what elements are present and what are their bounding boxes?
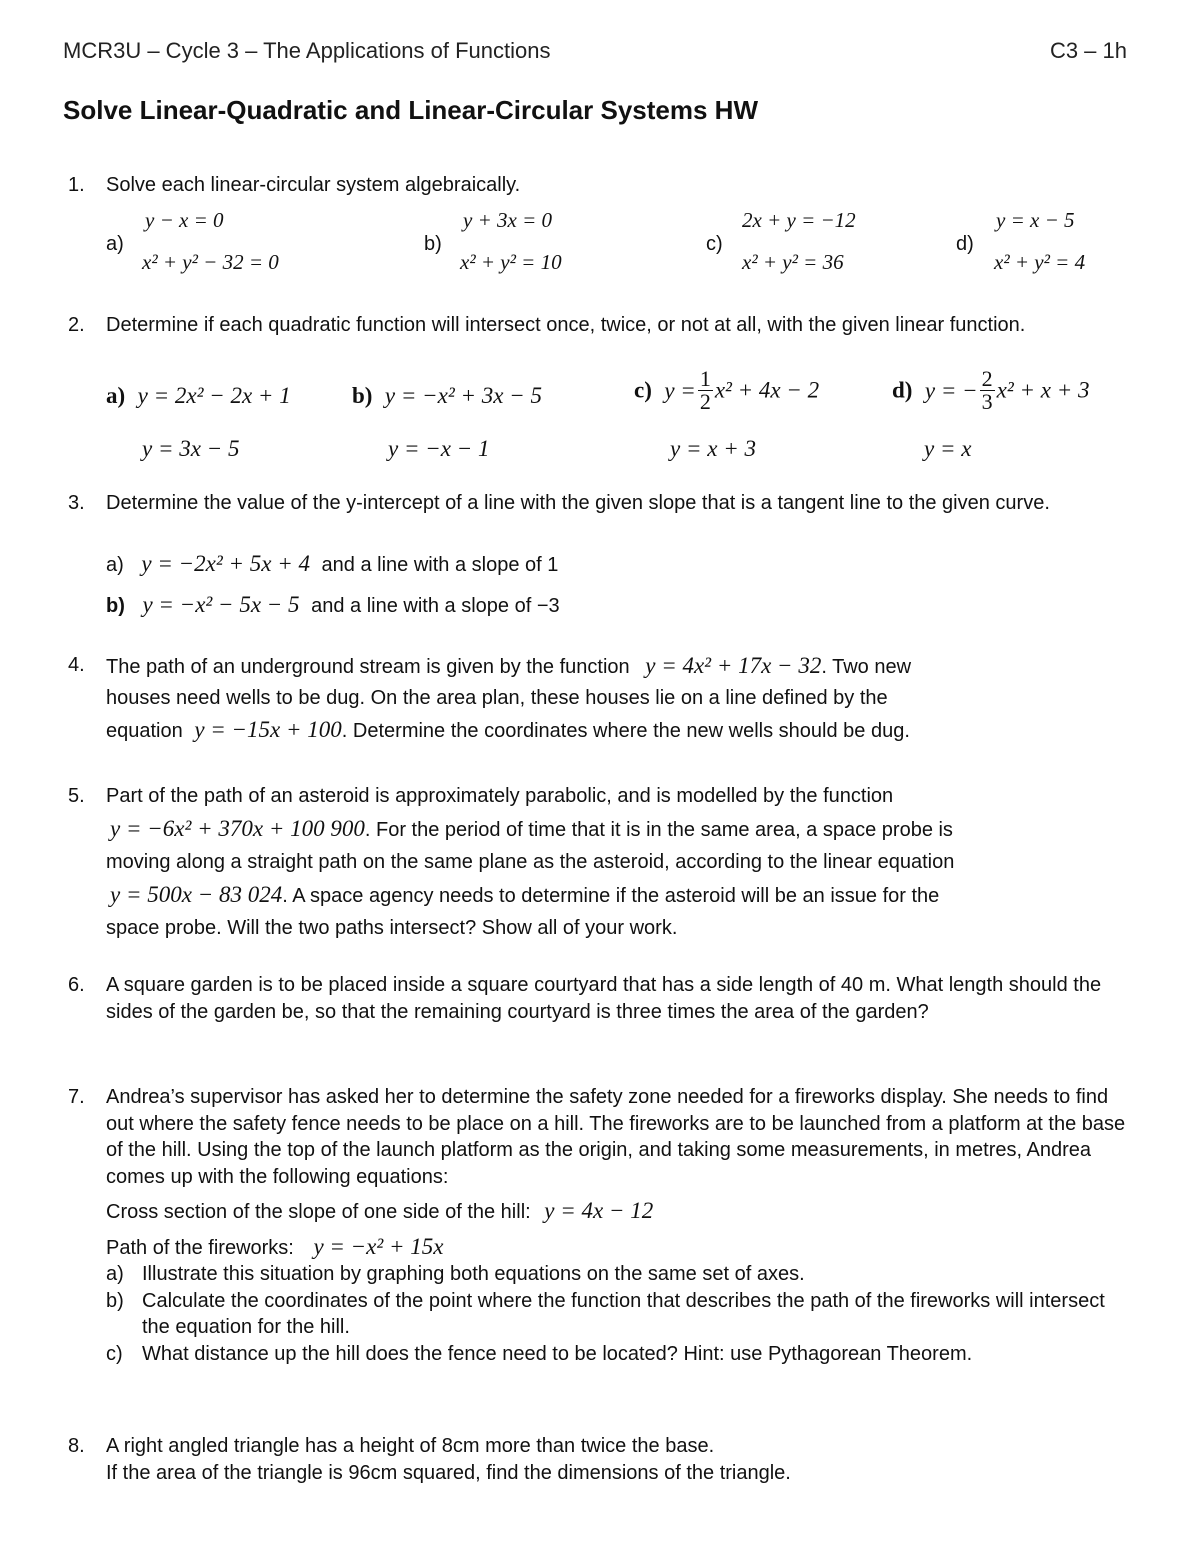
question-5 [68, 780, 1130, 945]
q5-eq-2: y = 500x − 83 024 [110, 881, 283, 907]
question-3 [68, 490, 1130, 517]
question-7 [68, 1084, 1130, 1367]
q7-a-text: Illustrate this situation by graphing both equations on the same set of axes. [142, 1263, 805, 1285]
q4-text-2: . Two new [821, 656, 912, 678]
question-number: 4. [68, 654, 85, 676]
q2-d-pre: y = − [924, 377, 978, 403]
q2-b-label: b) [352, 383, 373, 408]
q2-d-label: d) [892, 377, 913, 403]
q7-b-text: Calculate the coordinates of the point where the function that describes the path of the fireworks will intersect the equation for the hill. [142, 1289, 1105, 1338]
q1-part-label: b) [424, 233, 442, 255]
q1-d-eq2: x² + y² = 4 [994, 250, 1086, 274]
q7-hill-line [106, 1198, 1130, 1226]
q4-text-1: The path of an underground stream is given by the function [106, 656, 630, 678]
q7-hill-eq: y = 4x − 12 [544, 1198, 654, 1223]
q5-text-3: moving along a straight path on the same plane as the asteroid, according to the linear equation [106, 851, 955, 873]
q1-b-eq1: y + 3x = 0 [463, 208, 552, 232]
q7-part-a [106, 1261, 1130, 1288]
q5-text-2: . For the period of time that it is in the same area, a space probe is [364, 818, 953, 841]
q2-c-post: x² + 4x − 2 [714, 377, 820, 403]
q7-part-c [106, 1341, 1130, 1368]
q1-a-eq1: y − x = 0 [145, 208, 224, 232]
q5-text-5: space probe. Will the two paths intersect? Show all of your work. [106, 917, 678, 939]
q1-c-eq1: 2x + y = −12 [742, 208, 856, 232]
q8-line-2: If the area of the triangle is 96cm squared, find the dimensions of the triangle. [106, 1461, 791, 1484]
q2-a-quad: y = 2x² − 2x + 1 [137, 383, 291, 408]
q3-b-label: b) [106, 595, 125, 617]
question-text: Determine the value of the y-intercept of a line with the given slope that is a tangent line to the given curve. [106, 492, 1050, 514]
q4-text-3: houses need wells to be dug. On the area plan, these houses lie on a line defined by the [106, 687, 888, 709]
question-number: 1. [68, 174, 85, 196]
q2-c-pre: y = [664, 377, 696, 403]
fraction-denominator: 3 [981, 389, 993, 414]
q7-hill-label: Cross section of the slope of one side of the hill: [106, 1201, 531, 1223]
q1-b-eq2: x² + y² = 10 [460, 250, 562, 274]
q7-b-label: b) [106, 1289, 124, 1312]
q5-eq-1: y = −6x² + 370x + 100 900 [110, 815, 365, 841]
q4-text-4: equation [106, 720, 183, 742]
q7-c-label: c) [106, 1342, 123, 1365]
q2-c-linear: y = x + 3 [670, 436, 756, 461]
header-code: C3 – 1h [1049, 38, 1127, 63]
question-number: 8. [68, 1435, 85, 1457]
q3-a [106, 551, 558, 577]
q8-line-1: A right angled triangle has a height of 8cm more than twice the base. [106, 1435, 715, 1457]
question-6 [68, 972, 1130, 1025]
q2-d-post: x² + x + 3 [996, 377, 1090, 403]
q2-d-linear: y = x [924, 436, 972, 461]
q7-path-eq: y = −x² + 15x [313, 1233, 444, 1259]
question-2 [68, 312, 1130, 339]
q3-b [106, 592, 560, 618]
q7-path-line [106, 1234, 1130, 1262]
q2-b-linear: y = −x − 1 [388, 436, 490, 461]
q1-c-eq2: x² + y² = 36 [742, 250, 844, 274]
fraction-numerator: 2 [981, 366, 993, 391]
q7-path-label: Path of the fireworks: [106, 1236, 294, 1259]
q3-a-label: a) [106, 554, 124, 576]
q1-d-eq1: y = x − 5 [996, 208, 1075, 232]
question-text: Determine if each quadratic function will intersect once, twice, or not at all, with the given linear function. [106, 314, 1026, 336]
header-course: MCR3U – Cycle 3 – The Applications of Functions [63, 38, 551, 63]
q7-c-text: What distance up the hill does the fence need to be located? Hint: use Pythagorean Theorem. [142, 1342, 973, 1365]
question-number: 7. [68, 1086, 85, 1108]
q3-a-eq: y = −2x² + 5x + 4 [141, 551, 310, 576]
question-text: Andrea’s supervisor has asked her to determine the safety zone needed for a fireworks display. She needs to find out where the safety fence needs to be place on a hill. The fireworks are to be launched from a platform at the base of the hill. Using the top of the launch platform as the origin, and taking some measurements, in metres, Andrea comes up with the following equations: [106, 1086, 1126, 1188]
q4-eq-1: y = 4x² + 17x − 32 [645, 653, 822, 678]
q1-part-label: d) [956, 233, 974, 255]
q2-d-fraction [980, 368, 995, 413]
q2-a-label: a) [106, 383, 126, 408]
question-number: 2. [68, 314, 85, 336]
question-4 [68, 650, 1130, 747]
q2-c-fraction [698, 368, 713, 413]
q5-text-4: . A space agency needs to determine if the asteroid will be an issue for the [282, 884, 940, 907]
q3-a-tail: and a line with a slope of 1 [321, 554, 559, 576]
q1-part-label: c) [706, 233, 723, 255]
question-8 [68, 1433, 1130, 1486]
question-number: 3. [68, 492, 85, 514]
page-title: Solve Linear-Quadratic and Linear-Circular Systems HW [63, 95, 758, 125]
q7-part-b [106, 1288, 1130, 1341]
q2-a-linear: y = 3x − 5 [142, 436, 240, 461]
question-1 [68, 172, 1130, 199]
q1-part-label: a) [106, 233, 124, 255]
question-number: 6. [68, 974, 85, 996]
q3-b-tail: and a line with a slope of −3 [311, 595, 560, 617]
q4-eq-2: y = −15x + 100 [194, 717, 342, 742]
question-text: A square garden is to be placed inside a square courtyard that has a side length of 40 m. What length should the sides of the garden be, so that the remaining courtyard is three times the area of the garden? [106, 974, 1102, 1023]
q4-text-5: . Determine the coordinates where the new wells should be dug. [341, 720, 910, 742]
q2-c-label: c) [634, 377, 652, 403]
question-number: 5. [68, 785, 85, 807]
q3-b-eq: y = −x² − 5x − 5 [142, 592, 300, 617]
q2-b-quad: y = −x² + 3x − 5 [384, 383, 543, 408]
q1-a-eq2: x² + y² − 32 = 0 [142, 250, 279, 274]
q5-text-1: Part of the path of an asteroid is approximately parabolic, and is modelled by the function [106, 785, 894, 807]
q7-a-label: a) [106, 1263, 124, 1285]
fraction-numerator: 1 [699, 366, 711, 391]
question-text: Solve each linear-circular system algebraically. [106, 174, 521, 196]
fraction-denominator: 2 [699, 389, 711, 414]
